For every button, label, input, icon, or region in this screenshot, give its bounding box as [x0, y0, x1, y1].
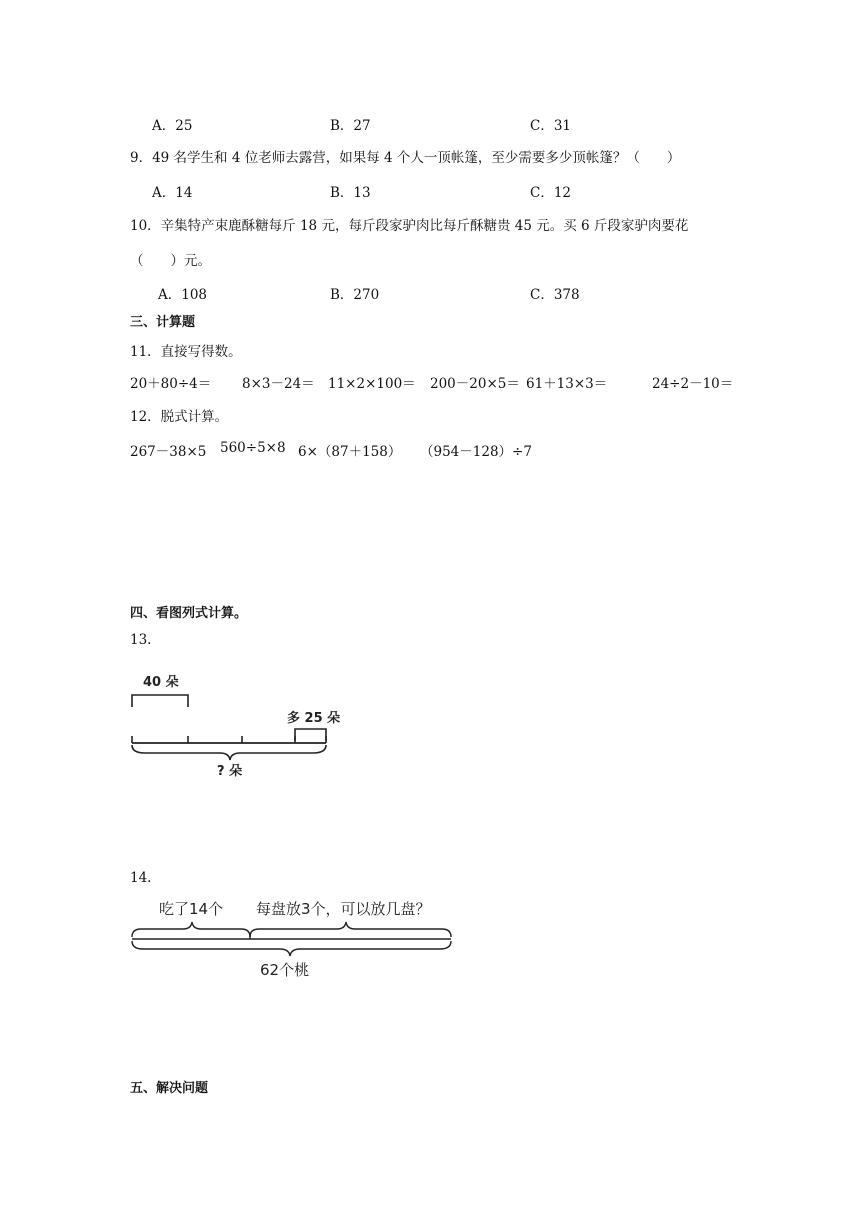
q12-item-1: 267－38×5	[130, 444, 207, 460]
q11-item-6: 24÷2－10＝	[652, 376, 734, 392]
q8-option-a: A．25	[152, 118, 193, 134]
q11-item-1: 20＋80÷4＝	[130, 376, 212, 392]
q14-right-label: 每盘放3个，可以放几盘？	[256, 900, 431, 918]
q14-label: 14.	[130, 870, 152, 886]
q12-item-2: 560÷5×8	[220, 440, 286, 456]
q10-option-a: A．108	[158, 287, 208, 303]
q9-option-b: B．13	[330, 185, 371, 201]
q12-item-3: 6×（87＋158）	[298, 444, 402, 460]
section-5-title: 五、解决问题	[130, 1081, 209, 1096]
section-4-title: 四、看图列式计算。	[130, 606, 248, 621]
q13-total-brace	[132, 745, 326, 760]
q8-option-c: C．31	[530, 118, 572, 134]
section-3-title: 三、计算题	[130, 315, 196, 330]
q12-label: 12．脱式计算。	[130, 409, 229, 425]
q12-item-4: （954－128）÷7	[420, 444, 532, 460]
q14-left-brace	[132, 922, 250, 937]
q10-option-b: B．270	[330, 287, 380, 303]
q10-question-line1: 10．辛集特产束鹿酥糖每斤 18 元，每斤段家驴肉比每斤酥糖贵 45 元。买 6 斤段家驴肉要花	[130, 218, 689, 234]
q11-item-2: 8×3－24＝	[242, 376, 315, 392]
q9-question: 9．49 名学生和 4 位老师去露营，如果每 4 个人一顶帐篷，至少需要多少顶帐篷？（ ）	[130, 150, 681, 166]
q14-left-label: 吃了14个	[159, 900, 224, 918]
q13-extra-label: 多 25 朵	[287, 711, 341, 726]
q10-option-c: C．378	[530, 287, 580, 303]
q14-total-brace	[132, 941, 451, 956]
q13-diagram	[125, 665, 365, 785]
q9-option-a: A．14	[152, 185, 193, 201]
q9-option-c: C．12	[530, 185, 572, 201]
q13-label: 13.	[130, 632, 152, 648]
q11-item-3: 11×2×100＝	[328, 376, 416, 392]
q13-top-label: 40 朵	[143, 675, 179, 690]
q11-item-4: 200－20×5＝	[430, 376, 520, 392]
q13-extra-bracket	[295, 729, 326, 741]
q8-option-b: B．27	[330, 118, 371, 134]
q13-top-bracket	[132, 695, 188, 707]
q14-right-brace	[250, 922, 451, 937]
q13-total-label: ? 朵	[217, 764, 243, 779]
q11-item-5: 61＋13×3＝	[526, 376, 608, 392]
q14-total-label: 62个桃	[260, 961, 310, 979]
q10-question-line2: （ ）元。	[130, 253, 211, 269]
q11-label: 11．直接写得数。	[130, 344, 242, 360]
q14-diagram	[125, 893, 465, 988]
